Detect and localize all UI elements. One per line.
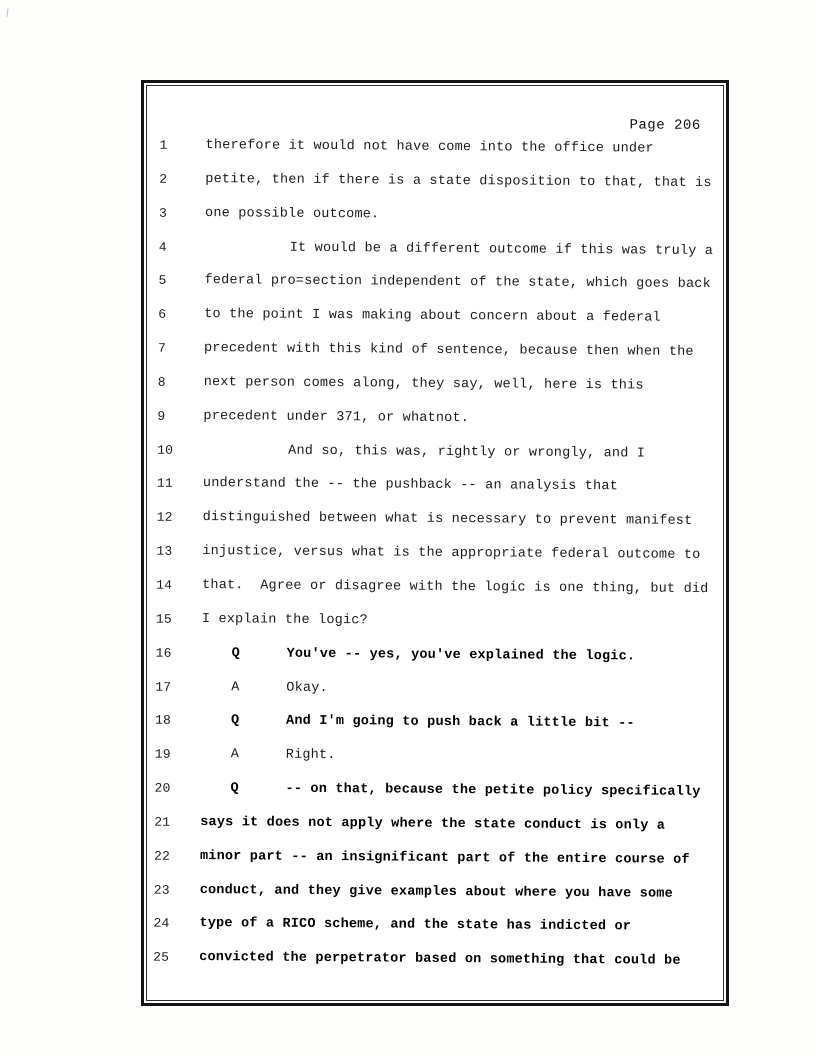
line-content: Right. bbox=[285, 747, 336, 764]
line-content: You've -- yes, you've explained the logic. bbox=[286, 646, 636, 665]
line-text bbox=[201, 713, 710, 732]
line-number: 17 bbox=[155, 679, 172, 695]
transcript-line bbox=[153, 747, 710, 785]
line-text bbox=[205, 206, 714, 225]
line-number: 5 bbox=[158, 273, 167, 289]
line-text bbox=[203, 409, 712, 428]
line-content: understand the -- the pushback -- an analysis that bbox=[202, 476, 619, 495]
transcript-line bbox=[154, 544, 711, 582]
transcript-line bbox=[156, 375, 713, 413]
line-content: I explain the logic? bbox=[201, 611, 368, 629]
line-number: 8 bbox=[157, 374, 166, 390]
speaker-label: Q bbox=[230, 781, 239, 797]
transcript-line bbox=[154, 510, 711, 548]
line-content: one possible outcome. bbox=[204, 205, 380, 223]
line-text bbox=[201, 680, 710, 699]
line-text bbox=[203, 476, 712, 495]
line-number: 2 bbox=[159, 171, 168, 187]
line-number: 20 bbox=[154, 780, 171, 796]
transcript-line bbox=[156, 307, 713, 345]
transcript-line bbox=[151, 950, 708, 988]
transcript-line bbox=[156, 273, 713, 311]
line-content: convicted the perpetrator based on something that could be bbox=[199, 950, 681, 970]
line-text bbox=[205, 240, 714, 259]
line-content: -- on that, because the petite policy specifically bbox=[285, 781, 701, 800]
transcript-line bbox=[153, 645, 710, 683]
page-border-outer bbox=[141, 80, 729, 1006]
line-text bbox=[204, 307, 713, 326]
line-text bbox=[204, 375, 713, 394]
line-number: 21 bbox=[154, 814, 171, 830]
line-number: 9 bbox=[157, 408, 166, 424]
line-content: says it does not apply where the state conduct is only a bbox=[200, 814, 666, 834]
line-number: 10 bbox=[157, 442, 174, 458]
transcript-lines bbox=[151, 138, 715, 988]
transcript-line bbox=[157, 239, 714, 277]
line-content: And I'm going to push back a little bit -- bbox=[285, 714, 635, 732]
line-text bbox=[205, 172, 714, 191]
transcript-line bbox=[154, 611, 711, 649]
line-number: 15 bbox=[155, 611, 172, 627]
line-number: 3 bbox=[158, 205, 168, 221]
line-text bbox=[204, 341, 713, 360]
transcript-line bbox=[151, 916, 708, 954]
line-text bbox=[199, 916, 708, 935]
line-number: 18 bbox=[155, 713, 172, 729]
line-content: that. Agree or disagree with the logic is one thing, but did bbox=[202, 578, 709, 597]
line-text bbox=[203, 443, 712, 462]
line-content: And so, this was, rightly or wrongly, and I bbox=[288, 443, 646, 462]
line-number: 7 bbox=[157, 340, 167, 356]
speaker-label: A bbox=[230, 747, 240, 763]
transcript-line bbox=[153, 713, 710, 751]
line-content: next person comes along, they say, well, here is this bbox=[203, 374, 644, 394]
line-content: type of a RICO scheme, and the state has indicted or bbox=[199, 916, 632, 935]
line-content: conduct, and they give examples about where you have some bbox=[199, 882, 673, 902]
line-content: injustice, versus what is the appropriate federal outcome to bbox=[202, 544, 701, 564]
line-content: precedent under 371, or whatnot. bbox=[203, 408, 470, 426]
line-text bbox=[200, 815, 709, 834]
line-number: 22 bbox=[153, 848, 171, 864]
speaker-label: Q bbox=[231, 713, 240, 729]
line-content: to the point I was making about concern about a federal bbox=[204, 307, 661, 326]
transcript-line bbox=[157, 172, 714, 210]
line-text bbox=[206, 138, 715, 157]
line-number: 13 bbox=[156, 543, 173, 559]
transcript-line bbox=[155, 408, 712, 446]
line-content: It would be a different outcome if this was truly a bbox=[289, 240, 714, 259]
line-number: 23 bbox=[153, 882, 170, 898]
transcript-line bbox=[154, 578, 711, 616]
page-number: Page 206 bbox=[629, 117, 701, 134]
page-content bbox=[151, 92, 715, 988]
transcript-page bbox=[141, 80, 729, 1006]
line-content: federal pro=section independent of the state, which goes back bbox=[204, 273, 711, 293]
line-number: 4 bbox=[158, 239, 167, 255]
line-number: 6 bbox=[158, 306, 167, 322]
line-number: 25 bbox=[153, 949, 170, 966]
transcript-line bbox=[153, 679, 710, 717]
speaker-label: Q bbox=[231, 645, 240, 662]
line-text bbox=[202, 544, 711, 563]
transcript-line bbox=[157, 205, 714, 243]
line-text bbox=[204, 273, 713, 292]
line-content: therefore it would not have come into the office under bbox=[205, 138, 654, 157]
line-content: distinguished between what is necessary to prevent manifest bbox=[202, 510, 693, 530]
transcript-line bbox=[152, 781, 709, 819]
transcript-line bbox=[152, 815, 709, 853]
line-text bbox=[200, 781, 709, 800]
transcript-line bbox=[152, 882, 709, 920]
line-content: minor part -- an insignificant part of the entire course of bbox=[199, 848, 690, 868]
line-text bbox=[202, 612, 711, 631]
transcript-line bbox=[155, 442, 712, 480]
transcript-line bbox=[152, 848, 709, 886]
line-text bbox=[201, 747, 710, 766]
speaker-label: A bbox=[231, 679, 240, 695]
line-number: 24 bbox=[153, 916, 170, 932]
line-number: 16 bbox=[155, 645, 172, 661]
transcript-line bbox=[157, 138, 714, 176]
scan-artifact bbox=[6, 8, 8, 17]
line-text bbox=[200, 883, 709, 902]
line-text bbox=[199, 950, 708, 969]
line-text bbox=[202, 578, 711, 597]
page-border-inner bbox=[146, 85, 724, 1001]
line-number: 14 bbox=[156, 577, 173, 593]
line-content: Okay. bbox=[286, 680, 328, 696]
line-text bbox=[200, 849, 709, 868]
transcript-line bbox=[156, 341, 713, 379]
line-number: 11 bbox=[156, 476, 173, 492]
line-number: 12 bbox=[156, 509, 173, 526]
line-number: 19 bbox=[154, 746, 171, 762]
transcript-line bbox=[155, 476, 712, 514]
line-content: petite, then if there is a state disposition to that, that is bbox=[205, 171, 712, 191]
line-text bbox=[203, 510, 712, 529]
line-content: precedent with this kind of sentence, because then when the bbox=[203, 341, 694, 360]
line-number: 1 bbox=[159, 137, 168, 153]
line-text bbox=[202, 646, 711, 665]
